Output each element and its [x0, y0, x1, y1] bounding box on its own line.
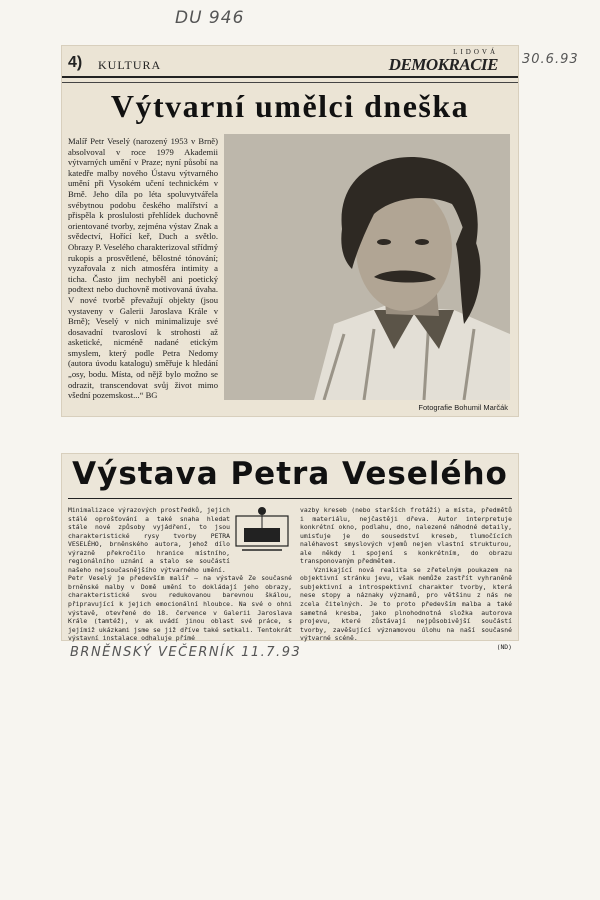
handwritten-source-note: BRNĚNSKÝ VEČERNÍK 11.7.93	[70, 645, 302, 660]
newspaper-clipping-brnensky-vecernik	[62, 454, 518, 651]
artwork-sketch-icon	[234, 506, 290, 556]
article-paragraph: vazby kreseb (nebo starších frotáží) a místa, předmětů i materiálu, nejčastěji dřeva. Autor interpretuje konkrétní okno, podlahu, dno, nalezené náhodné detaily, umisťuje je do sousedství kreseb, tlumočících naléhavost smyslových vjemů nejen vlastní strukturou, ale někdy i spojení s konkrétním, do obrazu transponovaným předmětem.	[300, 506, 512, 566]
photo-credit: Fotografie Bohumil Marčák	[418, 403, 508, 412]
article-paragraph: Malíř Petr Veselý (narozený 1953 v Brně) absolvoval v roce 1979 Akademii výtvarných umění v Praze; nyní působí na katedře malby nového Ústavu výtvarného umění při Vysokém učení technickém v Brně. Jeho díla po léta spoluvytvářela svébytnou podobu českého malířství a přispěla k proslulosti přehlídek duchovně orientované tvorby, zejména výstav Znak a svědectví, Hořící keř, Duch a světlo. Obrazy P. Veselého charakterizoval střídmý rukopis a prosvětlené, bělostné tónování; vyzařovala z nich atmosféra intimity a ticha. Často jim nechyběl ani poetický podtext nebo duchovně motivovaná úvaha. V nové tvorbě převažují objekty (jsou vystaveny v Galerii Jaroslava Krále v Brně); Veselý v nich minimalizuje své dosavadní tvarosloví k strohosti až asketické, nicméně nadané etickým smyslem, který podle Petra Nedomy (autora úvodu katalogu) směřuje k hledání „osy, bodu. Místa, od nějž bylo možno se odrazit, transcendovat svůj život mimo všední pozemskost...“ BG	[68, 136, 218, 401]
masthead-small: LIDOVÁ	[453, 48, 498, 56]
section-label: KULTURA	[98, 58, 162, 72]
article-headline: Výstava Petra Veselého	[72, 456, 508, 492]
author-signature: (ND)	[496, 642, 512, 651]
handwritten-archive-number: DU 946	[175, 8, 245, 28]
page-number: 4)	[68, 54, 83, 71]
divider	[68, 498, 512, 499]
newspaper-clipping-lidova-demokracie	[62, 46, 518, 416]
article-column-right	[300, 506, 512, 651]
divider	[62, 82, 518, 83]
article-body	[68, 136, 218, 401]
portrait-illustration	[224, 134, 510, 400]
clipping-header	[62, 50, 518, 78]
article-headline: Výtvarní umělci dneška	[110, 88, 470, 124]
masthead-big: DEMOKRACIE	[388, 55, 498, 74]
portrait-photo	[224, 134, 510, 400]
article-paragraph: Vznikající nová realita se zřetelným poukazem na objektivní stránku jevu, však nemůže zastřít vyhraněně subjektivní a introspektivní charakter tvorby, která nese stopy a náznaky významů, pro většinu z nás ne zcela čitelných. Je to proto především malba a také sametná kresba, jako plnohodnotná složka autorova projevu, které zůstávají nejpůsobivější součástí tvorby, zavěšující významovou úlohu na naší současné výtvarné scéně.	[300, 565, 512, 643]
article-paragraph: Minimalizace výrazových prostředků, jejich stálé oprošťování a také snaha hledat stále nové způsoby vyjádření, to jsou charakteristické rysy tvorby PETRA VESELÉHO, brněnského autora, jehož dílo výrazně překročilo hranice místního, regionálního uznání a stalo se součástí našeho nejsoučasnějšího výtvarného umění.	[68, 506, 230, 574]
article-paragraph: Petr Veselý je především malíř — na výstavě Ze současné brněnské malby v Domě umění to dokládají jeho obrazy, charakteristické svou redukovanou barevnou škálou, připravující k jejich emocionální hloubce. Na své o ohni výstavě, otevřené do 18. července v Galerii Jaroslava Krále (tamtéž), v ak uvádí jinou oblast své práce, s jejímiž ukázkami jsme se již dříve také setkali. Tentokrát výstavní instalace odhaluje přímé	[68, 574, 292, 643]
newspaper-masthead	[389, 49, 498, 73]
handwritten-date: 30.6.93	[522, 52, 579, 67]
